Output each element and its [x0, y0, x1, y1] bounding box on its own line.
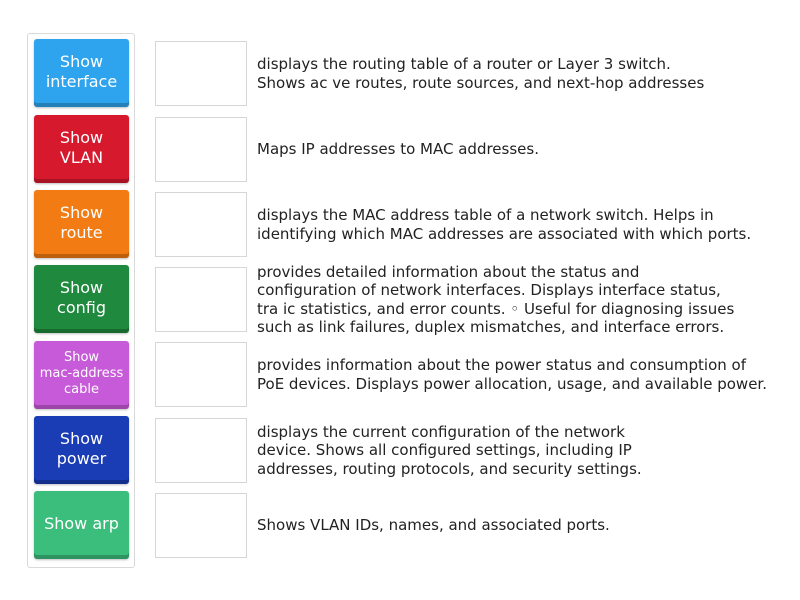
drop-slot-4[interactable] — [155, 267, 247, 332]
drop-slot-2[interactable] — [155, 117, 247, 182]
drop-slot-7[interactable] — [155, 493, 247, 558]
description-4: provides detailed information about the status and configuration of network interfaces. Displays interface status, tra ic statistics, and error counts. ◦ Useful for diagnosing issues such as link failures, duplex mismatches, and interface errors. — [257, 262, 735, 336]
description-7: Shows VLAN IDs, names, and associated ports. — [257, 516, 610, 535]
description-1: displays the routing table of a router or Layer 3 switch. Shows ac ve routes, route sources, and next-hop addresses — [257, 55, 705, 92]
tile-show-mac-address-cable[interactable]: Show mac-address cable — [34, 341, 129, 409]
tile-show-config[interactable]: Show config — [34, 265, 129, 333]
tile-show-power[interactable]: Show power — [34, 416, 129, 484]
tile-show-interface[interactable]: Show interface — [34, 39, 129, 107]
drop-slot-3[interactable] — [155, 192, 247, 257]
answer-tiles-tray — [27, 33, 135, 568]
drop-slot-5[interactable] — [155, 342, 247, 407]
drop-slot-1[interactable] — [155, 41, 247, 106]
description-6: displays the current configuration of the network device. Shows all configured settings, including IP addresses, routing protocols, and security settings. — [257, 422, 642, 478]
tile-show-route[interactable]: Show route — [34, 190, 129, 258]
drop-slot-6[interactable] — [155, 418, 247, 483]
description-5: provides information about the power status and consumption of PoE devices. Displays power allocation, usage, and available power. — [257, 356, 767, 393]
tile-show-vlan[interactable]: Show VLAN — [34, 115, 129, 183]
description-3: displays the MAC address table of a network switch. Helps in identifying which MAC addresses are associated with which ports. — [257, 206, 752, 243]
description-2: Maps IP addresses to MAC addresses. — [257, 140, 539, 159]
tile-show-arp[interactable]: Show arp — [34, 491, 129, 559]
